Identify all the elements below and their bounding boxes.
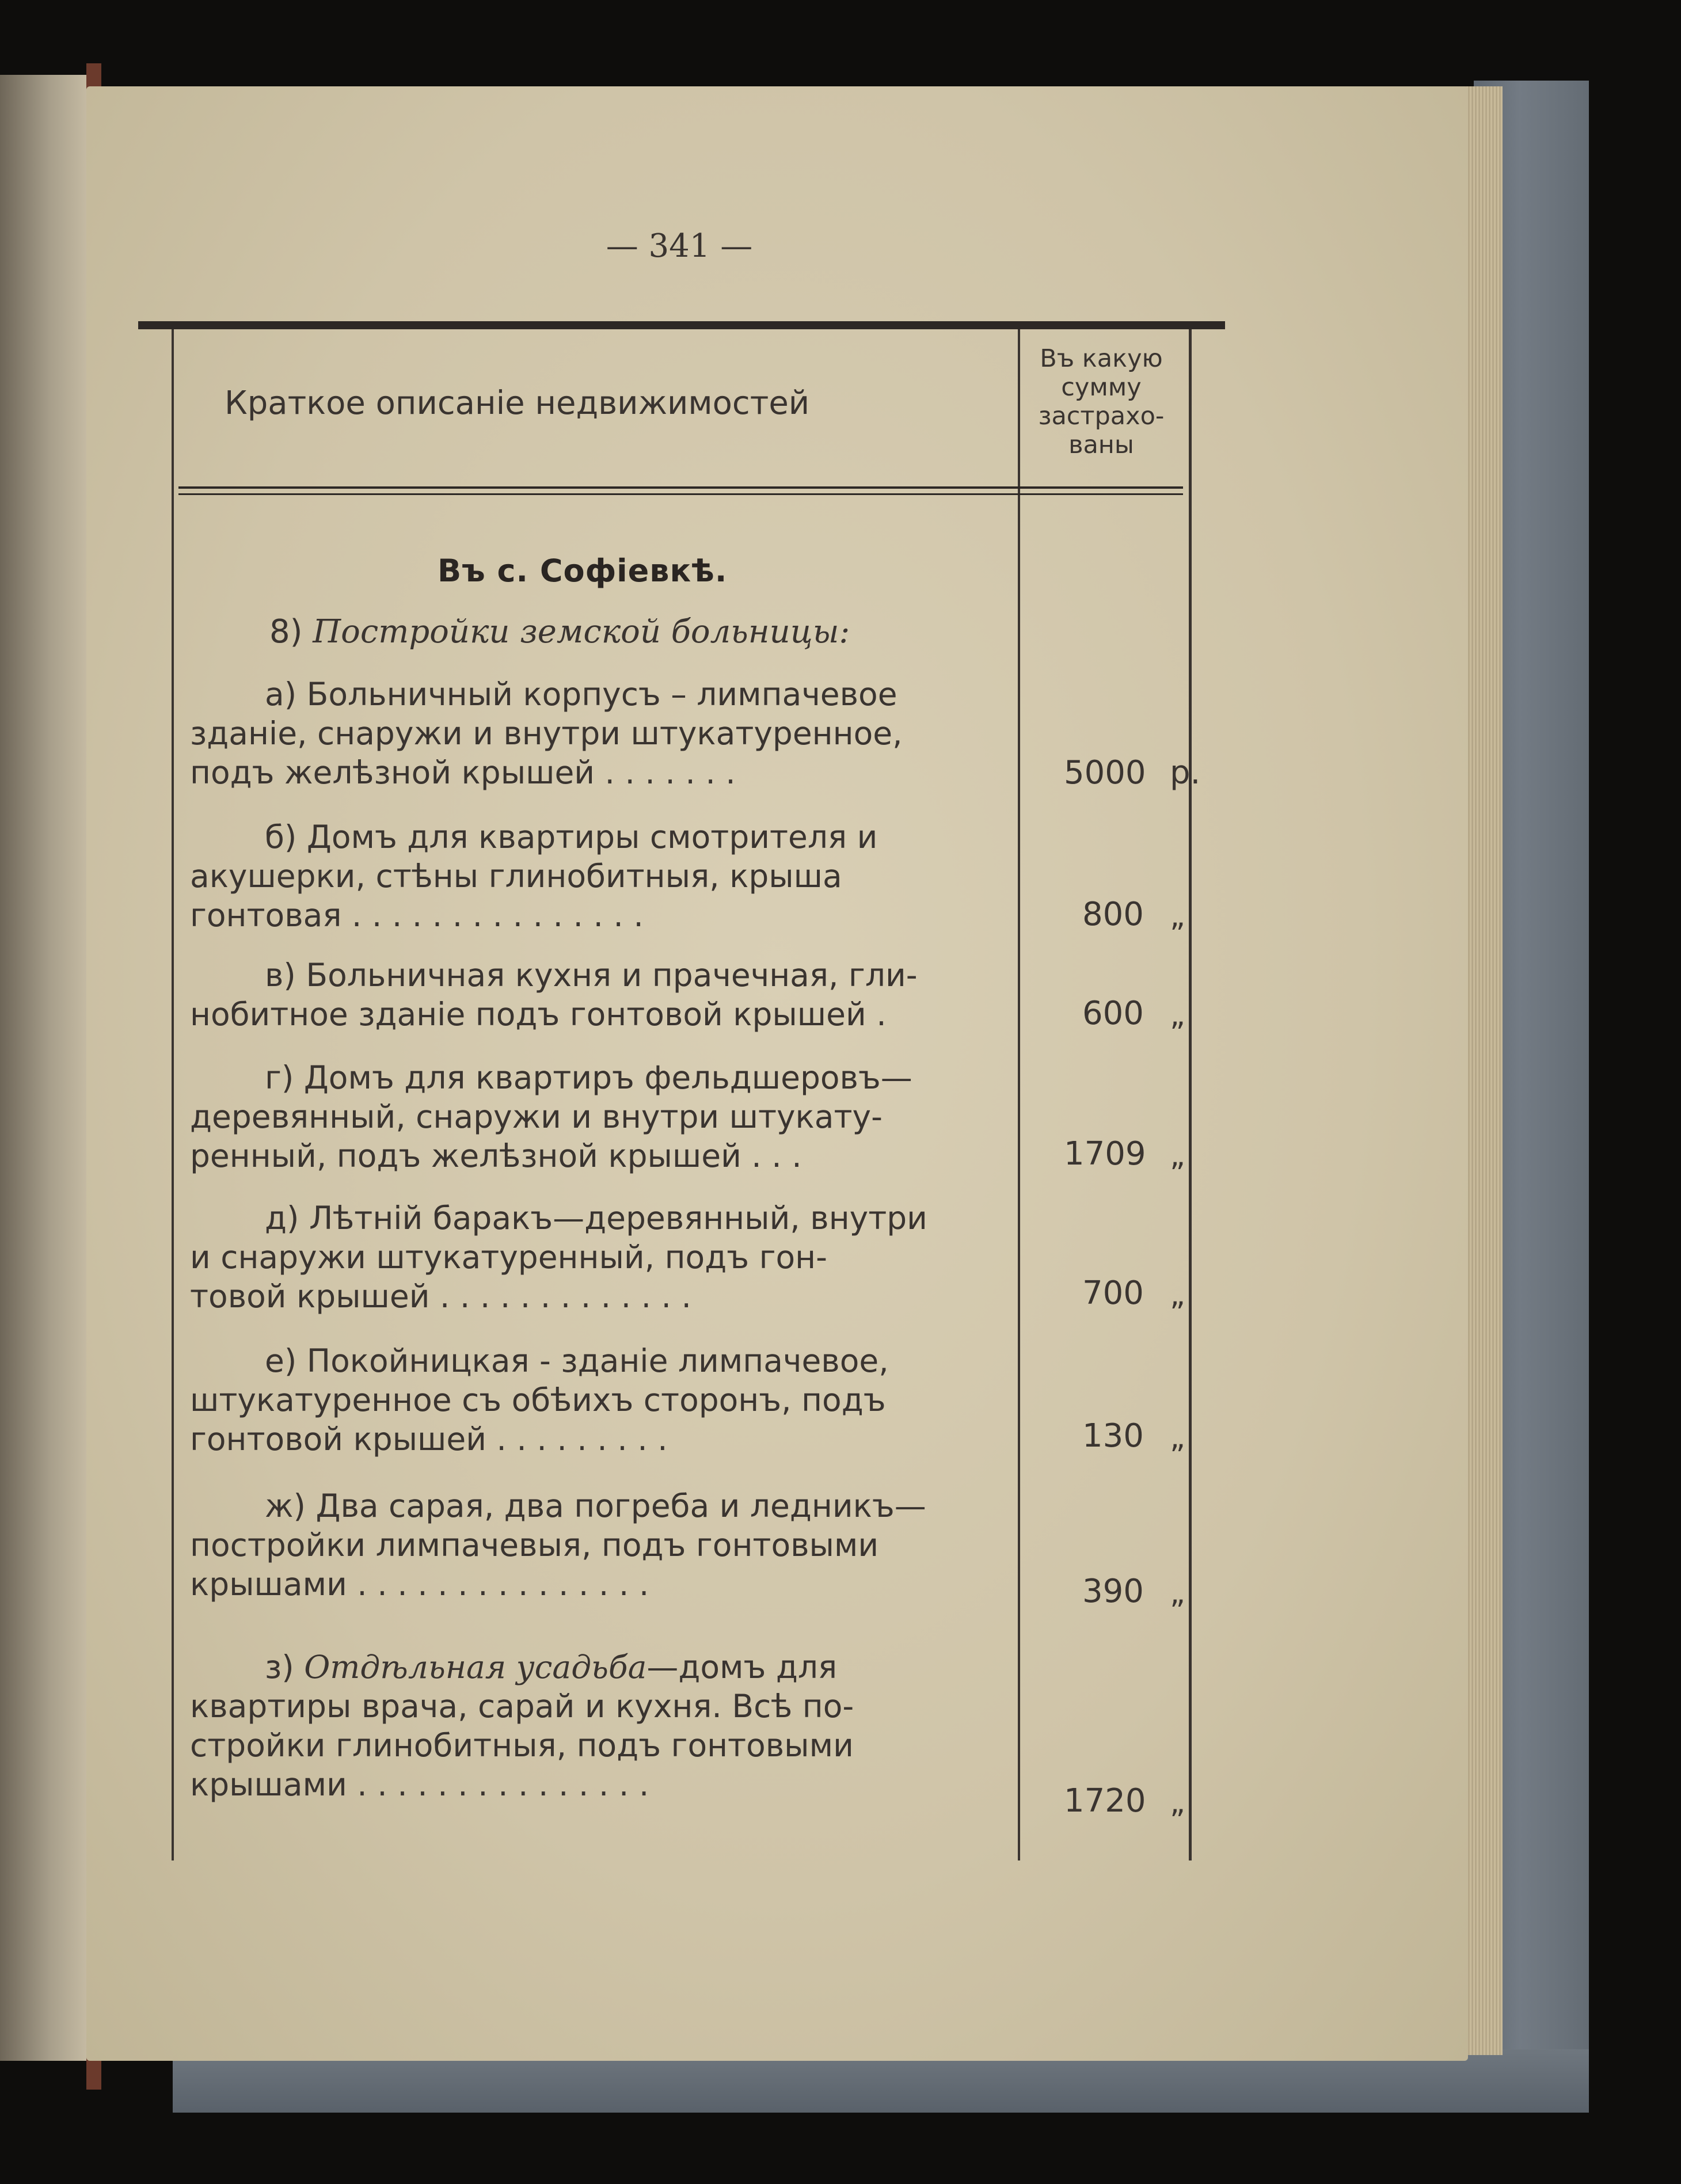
item-d bbox=[190, 1198, 996, 1316]
item-unit: „ bbox=[1170, 899, 1185, 934]
item-line: гонтовой крышей . . . . . . . . . bbox=[190, 1421, 668, 1458]
section-title bbox=[269, 613, 850, 650]
item-v bbox=[190, 956, 996, 1034]
section-number: 8) bbox=[269, 613, 303, 650]
item-unit: „ bbox=[1170, 1576, 1185, 1611]
item-amount: 1709 bbox=[1064, 1135, 1146, 1173]
column-header-sum-line: сумму bbox=[1061, 373, 1142, 402]
item-unit: „ bbox=[1170, 1139, 1185, 1173]
item-line: стройки глинобитныя, подъ гонтовыми bbox=[190, 1727, 854, 1764]
item-line: гонтовая . . . . . . . . . . . . . . . bbox=[190, 897, 644, 934]
item-amount: 390 bbox=[1082, 1573, 1144, 1610]
item-line: квартиры врача, сарай и кухня. Всѣ по- bbox=[190, 1688, 854, 1725]
item-amount: 800 bbox=[1082, 896, 1144, 933]
item-line: ренный, подъ желѣзной крышей . . . bbox=[190, 1137, 802, 1174]
village-heading: Въ с. Софіевкѣ. bbox=[438, 553, 728, 589]
column-header-sum-line: Въ какую bbox=[1040, 344, 1163, 373]
item-line: в) Больничная кухня и прачечная, гли- bbox=[265, 957, 918, 994]
item-line: крышами . . . . . . . . . . . . . . . bbox=[190, 1766, 649, 1803]
item-line: б) Домъ для квартиры смотрителя и bbox=[265, 819, 878, 855]
item-line-rest: —домъ для bbox=[646, 1649, 838, 1685]
item-a bbox=[190, 675, 996, 792]
item-amount: 5000 bbox=[1064, 754, 1146, 792]
item-line: зданіе, снаружи и внутри штукатуренное, bbox=[190, 715, 903, 752]
item-line: ж) Два сарая, два погреба и ледникъ— bbox=[265, 1487, 926, 1524]
item-amount: 1720 bbox=[1064, 1782, 1146, 1820]
item-unit: „ bbox=[1170, 1421, 1185, 1455]
item-unit: „ bbox=[1170, 1786, 1185, 1820]
item-line: штукатуренное съ обѣихъ сторонъ, подъ bbox=[190, 1382, 886, 1418]
item-amount: 130 bbox=[1082, 1417, 1144, 1455]
item-italic-title: Отдѣльная усадьба bbox=[304, 1649, 647, 1685]
item-amount: 700 bbox=[1082, 1274, 1144, 1312]
item-line: д) Лѣтній баракъ—деревянный, внутри bbox=[265, 1200, 927, 1236]
page-number: — 341 — bbox=[606, 227, 753, 265]
table-right-border bbox=[1189, 329, 1192, 1860]
item-line: крышами . . . . . . . . . . . . . . . bbox=[190, 1566, 649, 1603]
column-header-sum bbox=[1018, 344, 1185, 459]
item-zh bbox=[190, 1486, 996, 1604]
table-top-rule bbox=[138, 321, 1225, 329]
item-line bbox=[190, 1647, 996, 1687]
item-line: акушерки, стѣны глинобитныя, крыша bbox=[190, 858, 842, 895]
column-header-description: Краткое описаніе недвижимостей bbox=[225, 385, 810, 422]
column-header-sum-line: ваны bbox=[1068, 431, 1134, 459]
item-unit: р. bbox=[1170, 754, 1201, 792]
column-header-sum-line: застрахо- bbox=[1038, 402, 1165, 431]
item-line: а) Больничный корпусъ – лимпачевое bbox=[265, 676, 897, 713]
item-line: г) Домъ для квартиръ фельдшеровъ— bbox=[265, 1059, 912, 1096]
item-b bbox=[190, 817, 996, 935]
item-line: е) Покойницкая - зданіе лимпачевое, bbox=[265, 1342, 889, 1379]
item-line: нобитное зданіе подъ гонтовой крышей . bbox=[190, 996, 887, 1033]
item-line: подъ желѣзной крышей . . . . . . . bbox=[190, 754, 736, 791]
item-letter: з) bbox=[265, 1649, 305, 1685]
column-divider bbox=[1018, 329, 1020, 1860]
item-line: постройки лимпачевыя, подъ гонтовыми bbox=[190, 1527, 879, 1563]
item-line: и снаружи штукатуренный, подъ гон- bbox=[190, 1239, 827, 1276]
item-unit: „ bbox=[1170, 998, 1185, 1033]
item-z bbox=[190, 1647, 996, 1804]
section-title-text: Постройки земской больницы: bbox=[313, 613, 850, 650]
left-page-edge bbox=[0, 75, 92, 2061]
item-amount: 600 bbox=[1082, 995, 1144, 1032]
page-edges bbox=[1462, 86, 1503, 2055]
table-left-border bbox=[172, 329, 174, 1860]
item-line: деревянный, снаружи и внутри штукату- bbox=[190, 1098, 883, 1135]
item-g bbox=[190, 1058, 996, 1175]
header-bottom-rule bbox=[178, 486, 1183, 489]
header-bottom-rule-2 bbox=[178, 493, 1183, 495]
item-line: товой крышей . . . . . . . . . . . . . bbox=[190, 1278, 692, 1315]
item-e bbox=[190, 1341, 996, 1459]
item-unit: „ bbox=[1170, 1278, 1185, 1312]
